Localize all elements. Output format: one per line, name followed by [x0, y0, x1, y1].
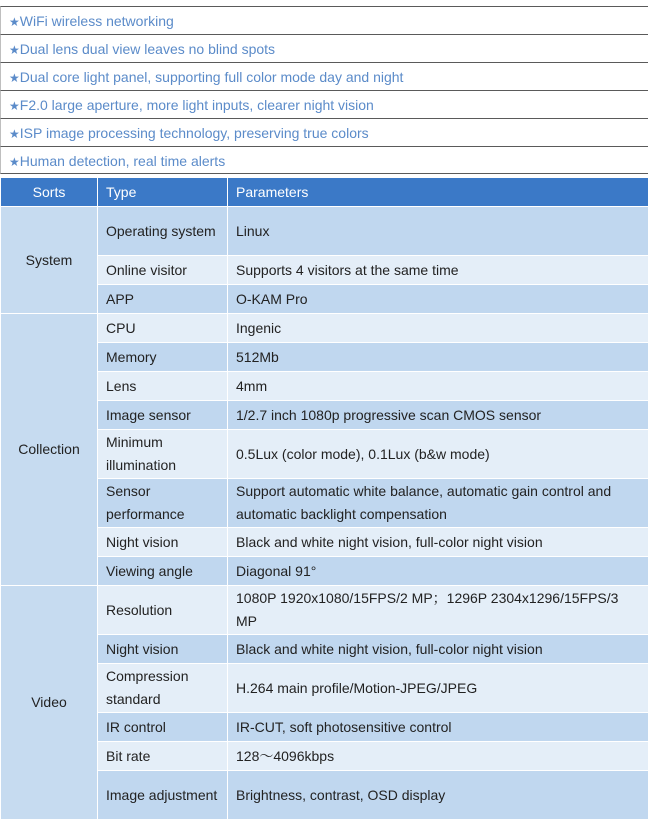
parameter-cell: Supports 4 visitors at the same time	[228, 256, 648, 285]
type-cell: Lens	[98, 372, 228, 401]
parameter-cell: Black and white night vision, full-color night vision	[228, 635, 648, 664]
table-row	[1, 430, 648, 479]
type-cell: Operating system	[98, 207, 228, 256]
table-row	[1, 401, 648, 430]
parameter-cell: Ingenic	[228, 314, 648, 343]
type-cell: Night vision	[98, 635, 228, 664]
feature-item	[0, 6, 648, 34]
feature-item	[0, 34, 648, 62]
table-row	[1, 314, 648, 343]
star-icon: ★	[9, 127, 20, 141]
type-cell: CPU	[98, 314, 228, 343]
header-parameters: Parameters	[228, 178, 648, 207]
parameter-cell: Brightness, contrast, OSD display	[228, 771, 648, 820]
parameter-cell: 1080P 1920x1080/15FPS/2 MP；1296P 2304x1296/15FPS/3 MP	[228, 586, 648, 635]
type-cell: Resolution	[98, 586, 228, 635]
parameter-cell: 128～4096kbps	[228, 742, 648, 771]
feature-text: WiFi wireless networking	[19, 13, 174, 29]
feature-text: Dual core light panel, supporting full color mode day and night	[19, 69, 404, 85]
parameter-cell: Black and white night vision, full-color night vision	[228, 528, 648, 557]
feature-list	[0, 6, 648, 174]
parameter-cell: Linux	[228, 207, 648, 256]
table-row	[1, 586, 648, 635]
table-header-row	[1, 178, 648, 207]
spec-table	[0, 177, 648, 820]
parameter-cell: 512Mb	[228, 343, 648, 372]
type-cell: Image adjustment	[98, 771, 228, 820]
type-cell: IR control	[98, 713, 228, 742]
parameter-cell: 0.5Lux (color mode), 0.1Lux (b&w mode)	[228, 430, 648, 479]
parameter-cell: 1/2.7 inch 1080p progressive scan CMOS sensor	[228, 401, 648, 430]
table-row	[1, 713, 648, 742]
type-cell: Night vision	[98, 528, 228, 557]
type-cell: Sensor performance	[98, 479, 228, 528]
group-label: System	[1, 207, 98, 314]
type-cell: Compression standard	[98, 664, 228, 713]
parameter-cell: H.264 main profile/Motion-JPEG/JPEG	[228, 664, 648, 713]
table-row	[1, 207, 648, 256]
parameter-cell: IR-CUT, soft photosensitive control	[228, 713, 648, 742]
feature-item	[0, 146, 648, 174]
star-icon: ★	[9, 43, 20, 57]
group-label: Collection	[1, 314, 98, 586]
parameter-cell: Diagonal 91°	[228, 557, 648, 586]
feature-item	[0, 62, 648, 90]
table-row	[1, 635, 648, 664]
star-icon: ★	[9, 99, 20, 113]
type-cell: Minimum illumination	[98, 430, 228, 479]
table-row	[1, 256, 648, 285]
feature-text: ISP image processing technology, preserving true colors	[19, 125, 369, 141]
star-icon: ★	[9, 155, 20, 169]
table-row	[1, 285, 648, 314]
feature-item	[0, 90, 648, 118]
table-row	[1, 771, 648, 820]
star-icon: ★	[9, 15, 20, 29]
group-label: Video	[1, 586, 98, 820]
table-row	[1, 479, 648, 528]
feature-text: Human detection, real time alerts	[19, 153, 226, 169]
type-cell: Bit rate	[98, 742, 228, 771]
type-cell: Image sensor	[98, 401, 228, 430]
type-cell: Memory	[98, 343, 228, 372]
type-cell: Online visitor	[98, 256, 228, 285]
table-row	[1, 557, 648, 586]
table-row	[1, 664, 648, 713]
table-row	[1, 528, 648, 557]
feature-text: F2.0 large aperture, more light inputs, clearer night vision	[19, 97, 374, 113]
parameter-cell: Support automatic white balance, automatic gain control and automatic backlight compensation	[228, 479, 648, 528]
header-type: Type	[98, 178, 228, 207]
parameter-cell: O-KAM Pro	[228, 285, 648, 314]
parameter-cell: 4mm	[228, 372, 648, 401]
table-row	[1, 372, 648, 401]
feature-text: Dual lens dual view leaves no blind spots	[19, 41, 276, 57]
table-row	[1, 343, 648, 372]
type-cell: APP	[98, 285, 228, 314]
feature-item	[0, 118, 648, 146]
table-row	[1, 742, 648, 771]
star-icon: ★	[9, 71, 20, 85]
header-sorts: Sorts	[1, 178, 98, 207]
type-cell: Viewing angle	[98, 557, 228, 586]
